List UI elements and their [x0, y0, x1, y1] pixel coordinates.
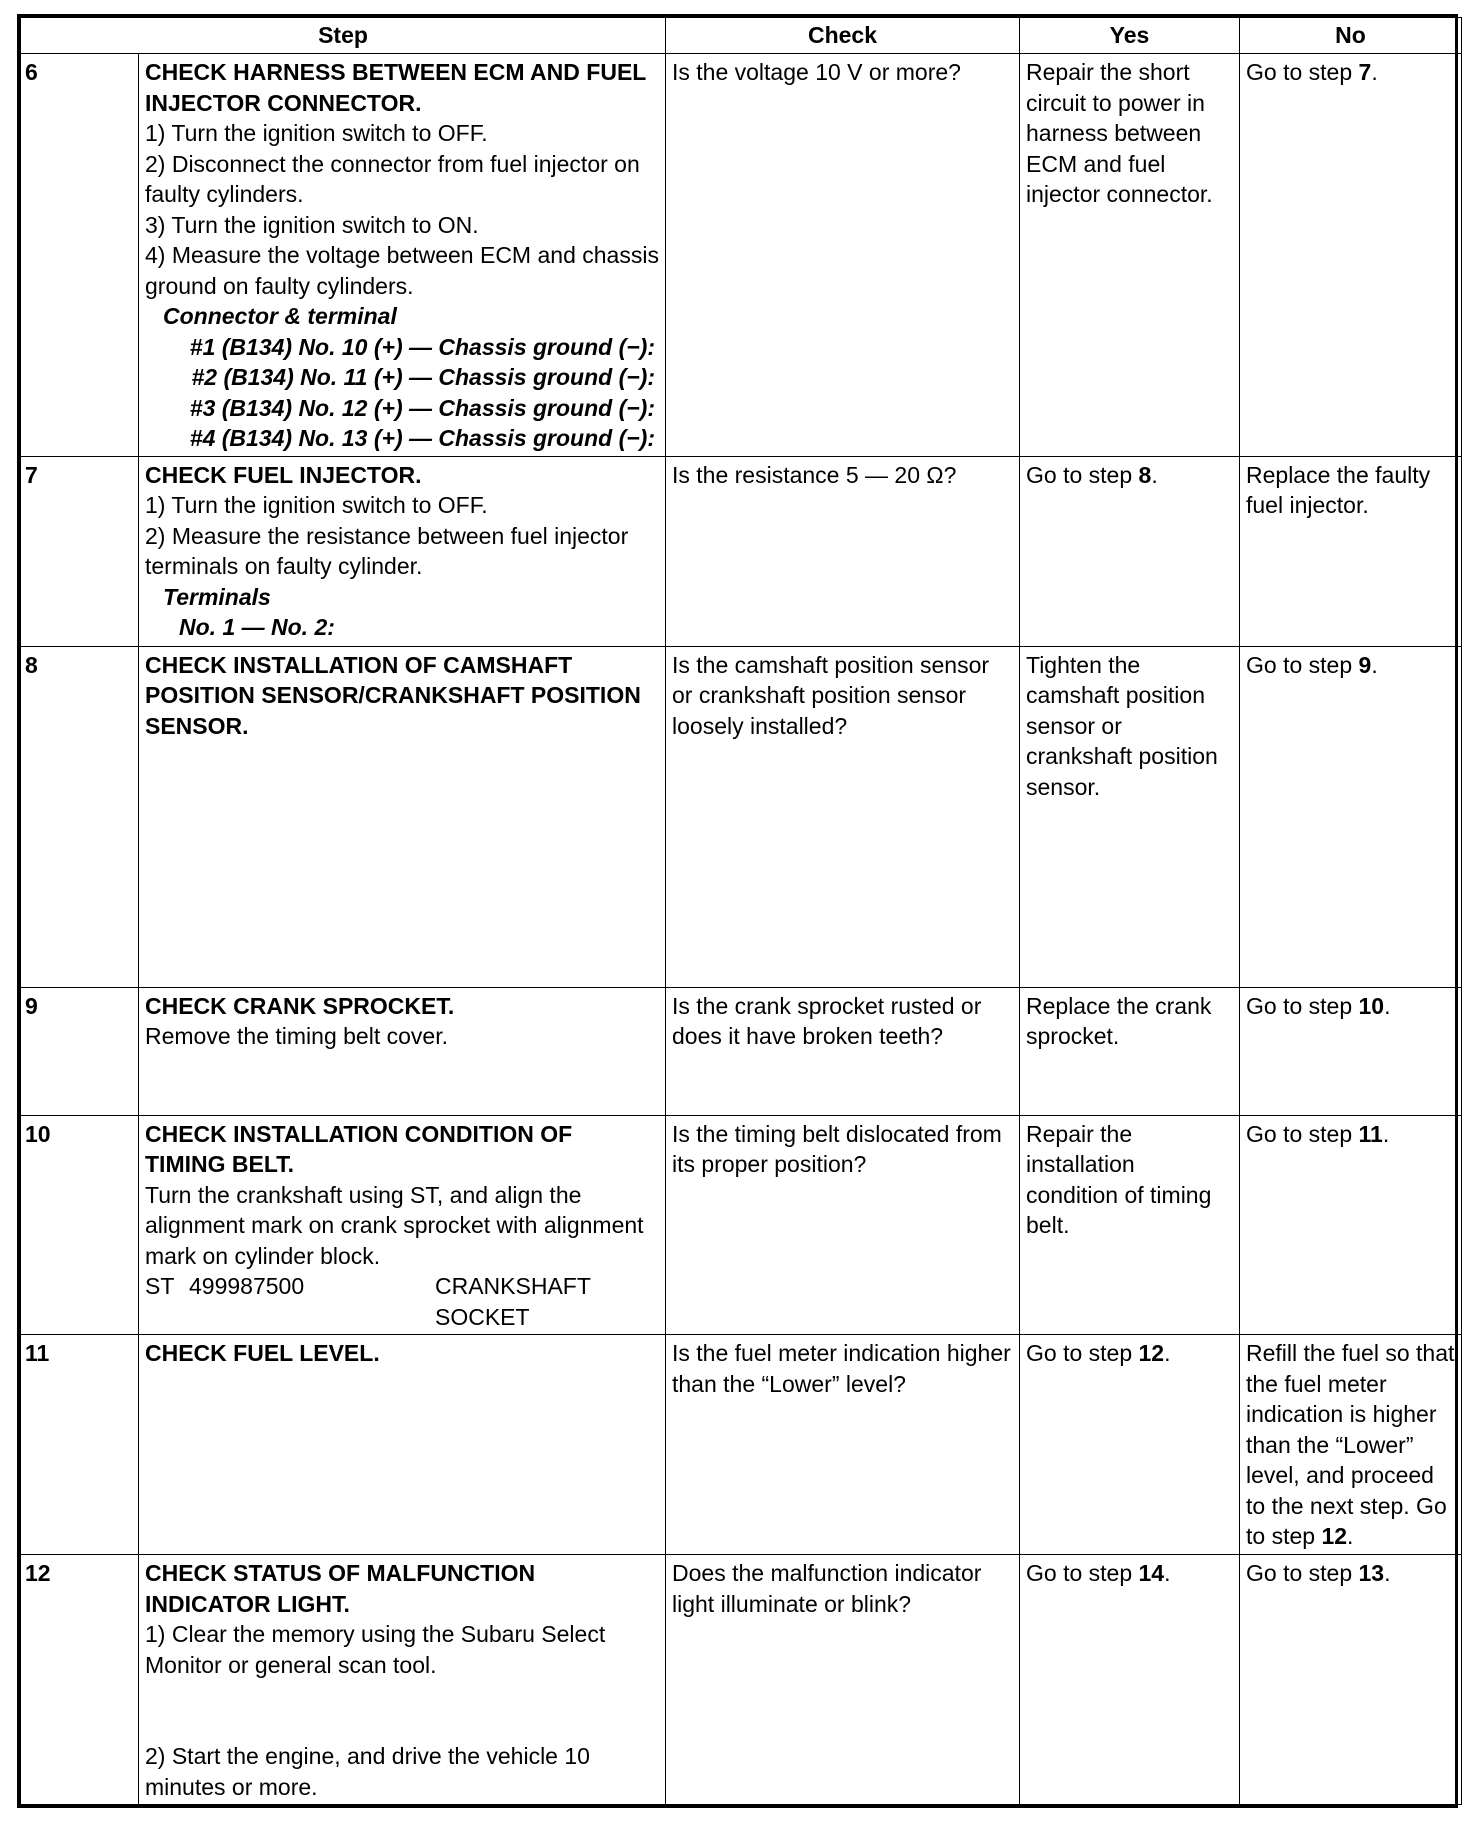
yes-cell: Tighten the camshaft position sensor or crankshaft position sensor.: [1020, 646, 1240, 987]
terminal-item: #4 (B134) No. 13 (+) — Chassis ground (−):: [189, 425, 655, 451]
step-number: 11: [21, 1335, 139, 1555]
step-title: CHECK FUEL INJECTOR.: [145, 461, 422, 488]
no-cell: [1240, 1555, 1462, 1805]
table-header-row: [21, 18, 1462, 54]
step-description: [139, 1335, 666, 1555]
no-cell: [1240, 1335, 1462, 1555]
header-yes: Yes: [1020, 18, 1240, 54]
table-row-step-9: [21, 987, 1462, 1115]
terminal-item: #1 (B134) No. 10 (+) — Chassis ground (−):: [189, 333, 655, 360]
header-no: No: [1240, 18, 1462, 54]
no-step-ref: 11: [1358, 1120, 1383, 1147]
yes-step-ref: 8: [1138, 461, 1152, 488]
terminal-item: #2 (B134) No. 11 (+) — Chassis ground (−):: [191, 364, 655, 390]
yes-text: Go to step: [1026, 1560, 1139, 1586]
yes-cell: [1020, 1335, 1240, 1555]
terminal-item: #3 (B134) No. 12 (+) — Chassis ground (−):: [189, 394, 655, 421]
yes-cell: [1020, 1555, 1240, 1805]
step-line: 2) Disconnect the connector from fuel injector on faulty cylinders.: [145, 150, 640, 207]
terminals-label: Terminals: [163, 583, 271, 610]
step-number: 8: [21, 646, 139, 987]
yes-step-ref: 12: [1138, 1340, 1165, 1366]
header-step: Step: [21, 18, 666, 54]
step-line: 1) Clear the memory using the Subaru Select Monitor or general scan tool.: [145, 1621, 606, 1678]
table-row-step-11: [21, 1335, 1462, 1555]
troubleshooting-table: [20, 17, 1462, 1805]
yes-end: .: [1164, 1340, 1171, 1366]
check-cell: Is the resistance 5 — 20 Ω?: [666, 456, 1020, 646]
yes-end: .: [1151, 461, 1158, 488]
yes-cell: Repair the short circuit to power in harness between ECM and fuel injector connector.: [1020, 54, 1240, 457]
special-tool-name: [435, 1271, 591, 1332]
step-number: 9: [21, 987, 139, 1115]
no-end: .: [1371, 59, 1378, 85]
step-title: CHECK FUEL LEVEL.: [145, 1340, 380, 1366]
no-step-ref: 9: [1358, 651, 1372, 678]
no-text: Go to step: [1246, 59, 1359, 85]
step-line: 2) Measure the resistance between fuel injector terminals on faulty cylinder.: [145, 522, 629, 579]
check-cell: Is the crank sprocket rusted or does it have broken teeth?: [666, 987, 1020, 1115]
no-cell: Replace the faulty fuel injector.: [1240, 456, 1462, 646]
terminal-item: No. 1 — No. 2:: [179, 614, 335, 640]
step-line: 4) Measure the voltage between ECM and chassis ground on faulty cylinders.: [145, 242, 659, 299]
no-end: .: [1384, 992, 1391, 1019]
no-end: .: [1384, 1560, 1391, 1586]
no-cell: [1240, 1115, 1462, 1335]
table-row-step-12: [21, 1555, 1462, 1805]
yes-step-ref: 14: [1138, 1560, 1165, 1586]
table-row-step-10: [21, 1115, 1462, 1335]
step-number: 10: [21, 1115, 139, 1335]
no-step-ref: 13: [1358, 1560, 1385, 1586]
yes-cell: Repair the installation condition of timing belt.: [1020, 1115, 1240, 1335]
table-row-step-6: [21, 54, 1462, 457]
table-row-step-7: [21, 456, 1462, 646]
step-title: CHECK INSTALLATION CONDITION OF TIMING BELT.: [145, 1120, 573, 1177]
no-step-ref: 10: [1358, 992, 1385, 1019]
table-row-step-8: [21, 646, 1462, 987]
connector-label: Connector & terminal: [163, 303, 397, 329]
no-cell: [1240, 987, 1462, 1115]
no-end: .: [1371, 651, 1378, 678]
step-description: [139, 987, 666, 1115]
step-line: Remove the timing belt cover.: [145, 1023, 448, 1049]
special-tool-name-line: CRANKSHAFT: [435, 1273, 591, 1299]
no-end: .: [1347, 1523, 1354, 1549]
step-description: [139, 1555, 666, 1805]
no-cell: [1240, 54, 1462, 457]
no-text: Go to step: [1246, 1120, 1359, 1147]
step-line: 3) Turn the ignition switch to ON.: [145, 211, 479, 238]
step-description: [139, 1115, 666, 1335]
no-text: Go to step: [1246, 992, 1359, 1019]
yes-end: .: [1164, 1560, 1171, 1586]
no-text: Refill the fuel so that the fuel meter indication is higher than the “Lower” level, and proceed to the next step. Go to step: [1246, 1340, 1455, 1549]
special-tool-code: 499987500: [189, 1273, 305, 1299]
check-cell: Is the timing belt dislocated from its proper position?: [666, 1115, 1020, 1335]
no-text: Go to step: [1246, 1560, 1359, 1586]
step-title: CHECK CRANK SPROCKET.: [145, 992, 455, 1019]
blank-space: [145, 1680, 659, 1741]
step-title: CHECK INSTALLATION OF CAMSHAFT POSITION SENSOR/CRANKSHAFT POSITION SENSOR.: [145, 651, 641, 739]
check-cell: Does the malfunction indicator light illuminate or blink?: [666, 1555, 1020, 1805]
no-text: Go to step: [1246, 651, 1359, 678]
step-description: [139, 54, 666, 457]
yes-text: Go to step: [1026, 461, 1139, 488]
special-tool-row: [145, 1271, 659, 1332]
no-cell: [1240, 646, 1462, 987]
header-check: Check: [666, 18, 1020, 54]
step-number: 7: [21, 456, 139, 646]
step-title: CHECK HARNESS BETWEEN ECM AND FUEL INJECTOR CONNECTOR.: [145, 59, 646, 116]
step-number: 12: [21, 1555, 139, 1805]
step-line: 1) Turn the ignition switch to OFF.: [145, 492, 488, 518]
check-cell: Is the voltage 10 V or more?: [666, 54, 1020, 457]
step-line: Turn the crankshaft using ST, and align the alignment mark on crank sprocket with alignment mark on cylinder block.: [145, 1181, 644, 1269]
step-description: [139, 646, 666, 987]
no-step-ref: 7: [1358, 59, 1372, 85]
yes-text: Go to step: [1026, 1340, 1139, 1366]
yes-cell: Replace the crank sprocket.: [1020, 987, 1240, 1115]
no-end: .: [1382, 1120, 1390, 1147]
step-description: [139, 456, 666, 646]
special-tool-label: ST: [145, 1273, 175, 1299]
step-line: 1) Turn the ignition switch to OFF.: [145, 120, 488, 146]
step-number: 6: [21, 54, 139, 457]
special-tool-name-line: SOCKET: [435, 1303, 530, 1330]
step-title: CHECK STATUS OF MALFUNCTION INDICATOR LIGHT.: [145, 1560, 536, 1617]
step-line: 2) Start the engine, and drive the vehicle 10 minutes or more.: [145, 1743, 590, 1800]
check-cell: Is the fuel meter indication higher than the “Lower” level?: [666, 1335, 1020, 1555]
check-cell: Is the camshaft position sensor or crankshaft position sensor loosely installed?: [666, 646, 1020, 987]
no-step-ref: 12: [1321, 1523, 1348, 1549]
troubleshooting-table-frame: [17, 14, 1458, 1808]
yes-cell: [1020, 456, 1240, 646]
